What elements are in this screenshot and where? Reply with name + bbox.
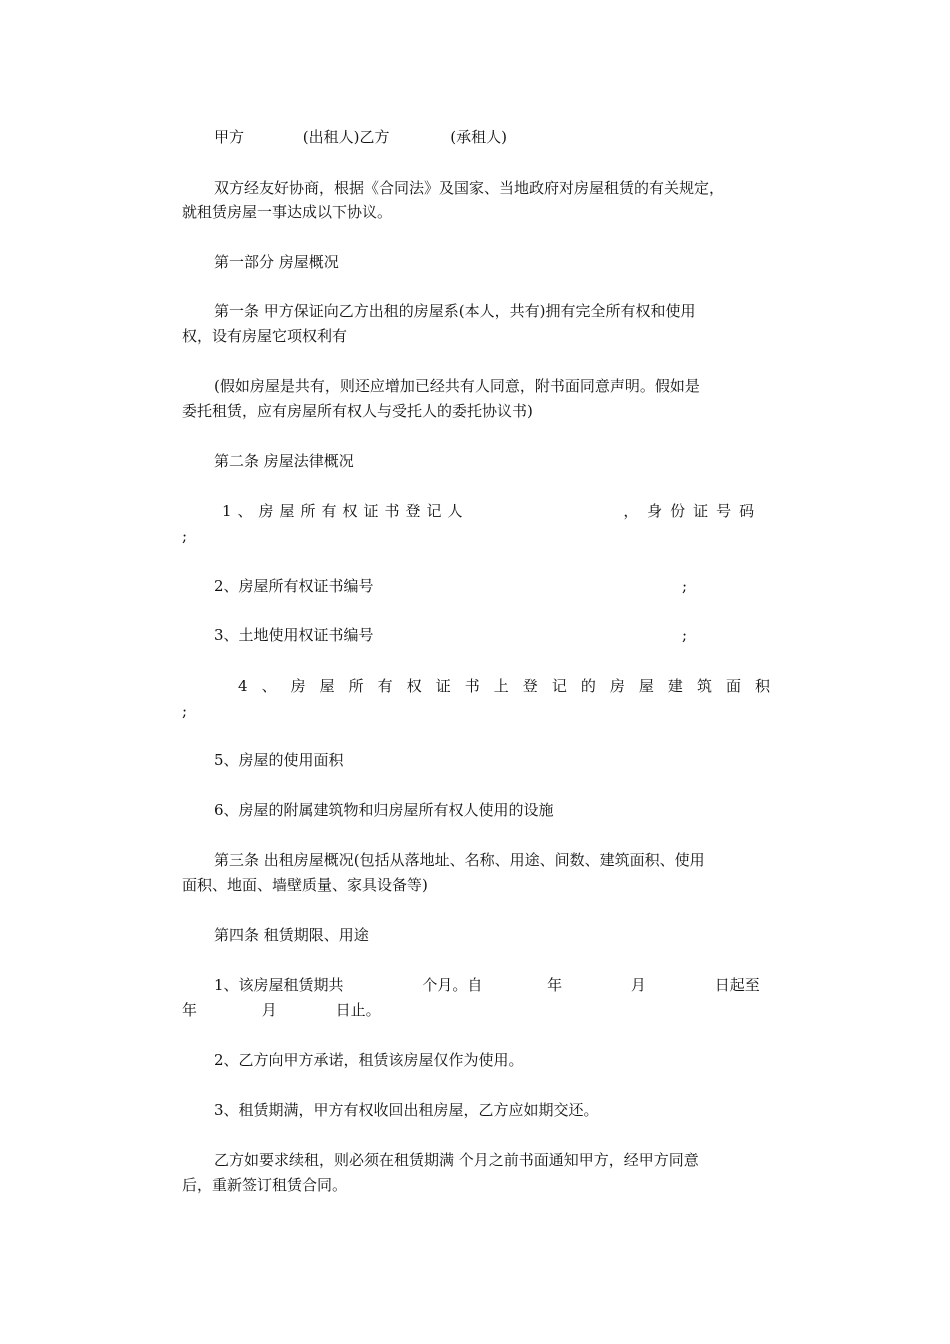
- part1-heading: 第一部分 房屋概况: [214, 253, 339, 271]
- term-t6: 年: [182, 1001, 198, 1019]
- term-t8: 日止。: [335, 1001, 381, 1019]
- intro-line-2: 就租赁房屋一事达成以下协议。: [182, 203, 393, 221]
- renewal-line-2: 后，重新签订租赁合同。: [182, 1176, 348, 1194]
- term-t3: 年: [547, 976, 563, 994]
- article1-line-2: 权，设有房屋它项权利有: [182, 327, 348, 345]
- article3-line-2: 面积、地面、墙壁质量、家具设备等): [182, 876, 428, 894]
- term-t7: 月: [261, 1001, 277, 1019]
- article3-line-1: 第三条 出租房屋概况(包括从落地址、名称、用途、间数、建筑面积、使用: [214, 851, 705, 869]
- item4-label: 4、房屋所有权证书上登记的房屋建筑面积: [238, 677, 770, 695]
- term-line-1: [214, 972, 774, 998]
- lessor-label: (出租人)乙方: [302, 128, 390, 146]
- item1-line: [222, 498, 774, 524]
- item1-right: 身份证号码: [647, 502, 763, 520]
- note-line-1: (假如房屋是共有，则还应增加已经共有人同意，附书面同意声明。假如是: [214, 377, 700, 395]
- item6-label: 6、房屋的附属建筑物和归房屋所有权人使用的设施: [214, 801, 554, 819]
- term-t2: 个月。自: [422, 976, 483, 994]
- parties-line: [214, 124, 774, 150]
- item1-comma: ，: [623, 502, 639, 520]
- term-t1: 1、该房屋租赁期共: [214, 976, 344, 994]
- term3-line: 3、租赁期满，甲方有权收回出租房屋，乙方应如期交还。: [214, 1101, 599, 1119]
- intro-line-1: 双方经友好协商，根据《合同法》及国家、当地政府对房屋租赁的有关规定，: [214, 179, 725, 197]
- item1-end: ;: [182, 527, 188, 545]
- term-line-2: [182, 997, 774, 1023]
- term-t5: 日起至: [714, 976, 760, 994]
- item3-end: ;: [682, 626, 688, 644]
- note-line-2: 委托租赁，应有房屋所有权人与受托人的委托协议书): [182, 402, 533, 420]
- term2-line: 2、乙方向甲方承诺，租赁该房屋仅作为使用。: [214, 1051, 524, 1069]
- item4-end: ;: [182, 702, 188, 720]
- term-t4: 月: [630, 976, 646, 994]
- item3-label: 3、土地使用权证书编号: [214, 626, 374, 644]
- item1-left: 1、房屋所有权证书登记人: [222, 502, 469, 520]
- item5-label: 5、房屋的使用面积: [214, 751, 344, 769]
- lessee-label: (承租人): [450, 128, 508, 146]
- party-a-label: 甲方: [214, 128, 245, 146]
- article1-line-1: 第一条 甲方保证向乙方出租的房屋系(本人，共有)拥有完全所有权和使用: [214, 302, 696, 320]
- item2-label: 2、房屋所有权证书编号: [214, 577, 374, 595]
- item2-end: ;: [682, 577, 688, 595]
- renewal-line-1: 乙方如要求续租，则必须在租赁期满 个月之前书面通知甲方，经甲方同意: [214, 1151, 699, 1169]
- article4-heading: 第四条 租赁期限、用途: [214, 926, 369, 944]
- article2-heading: 第二条 房屋法律概况: [214, 452, 354, 470]
